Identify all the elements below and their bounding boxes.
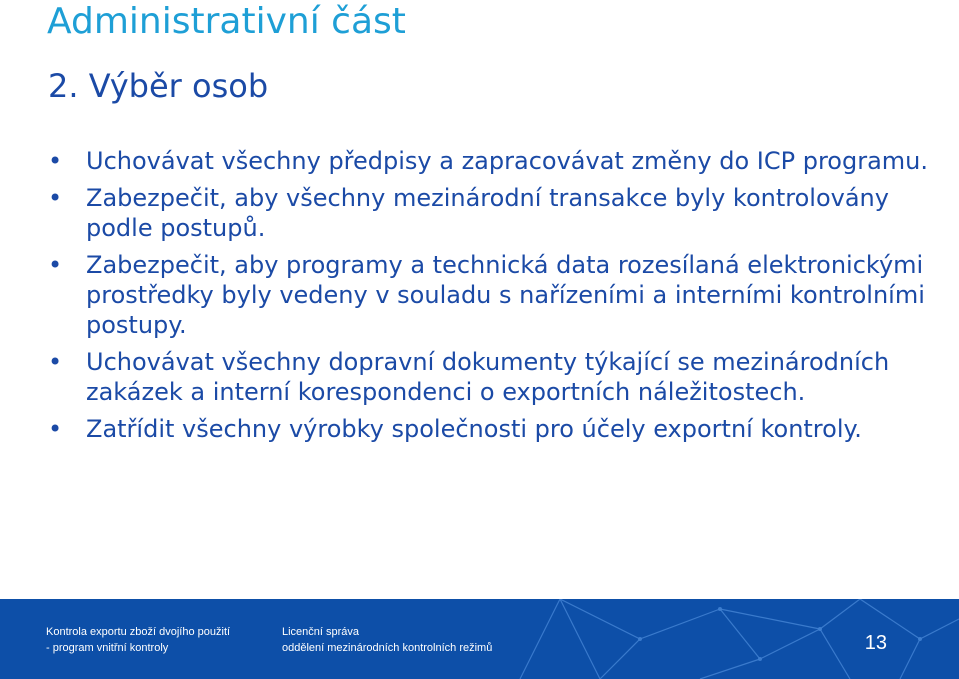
footer-mid-line2: oddělení mezinárodních kontrolních režimů	[282, 642, 493, 654]
bullet-icon: •	[48, 147, 63, 175]
section-subtitle: 2. Výběr osob	[48, 67, 269, 105]
footer-bar	[0, 599, 959, 679]
list-item-text: Uchovávat všechny dopravní dokumenty týkající se mezinárodních zakázek a interní korespondenci o exportních náležitostech.	[86, 348, 890, 406]
footer-left-line2: - program vnitřní kontroly	[46, 642, 169, 654]
list-item	[48, 146, 928, 176]
list-item	[48, 347, 928, 407]
bullet-list	[48, 146, 928, 451]
bullet-icon: •	[48, 251, 63, 279]
list-item-text: Uchovávat všechny předpisy a zapracovávat změny do ICP programu.	[86, 147, 928, 175]
page-number: 13	[864, 632, 887, 654]
list-item-text: Zatřídit všechny výrobky společnosti pro účely exportní kontroly.	[86, 415, 862, 443]
bullet-icon: •	[48, 184, 63, 212]
list-item-text: Zabezpečit, aby všechny mezinárodní transakce byly kontrolovány podle postupů.	[86, 184, 889, 242]
list-item-text: Zabezpečit, aby programy a technická data rozesílaná elektronickými prostředky byly vedeny v souladu s nařízeními a interními kontrolními postupy.	[86, 251, 925, 339]
footer-mid-line1: Licenční správa	[282, 626, 360, 638]
list-item	[48, 183, 928, 243]
footer-left-line1: Kontrola exportu zboží dvojího použití	[46, 626, 231, 638]
list-item	[48, 414, 928, 444]
page-title: Administrativní část	[47, 1, 406, 42]
list-item	[48, 250, 928, 340]
bullet-icon: •	[48, 415, 63, 443]
bullet-icon: •	[48, 348, 63, 376]
